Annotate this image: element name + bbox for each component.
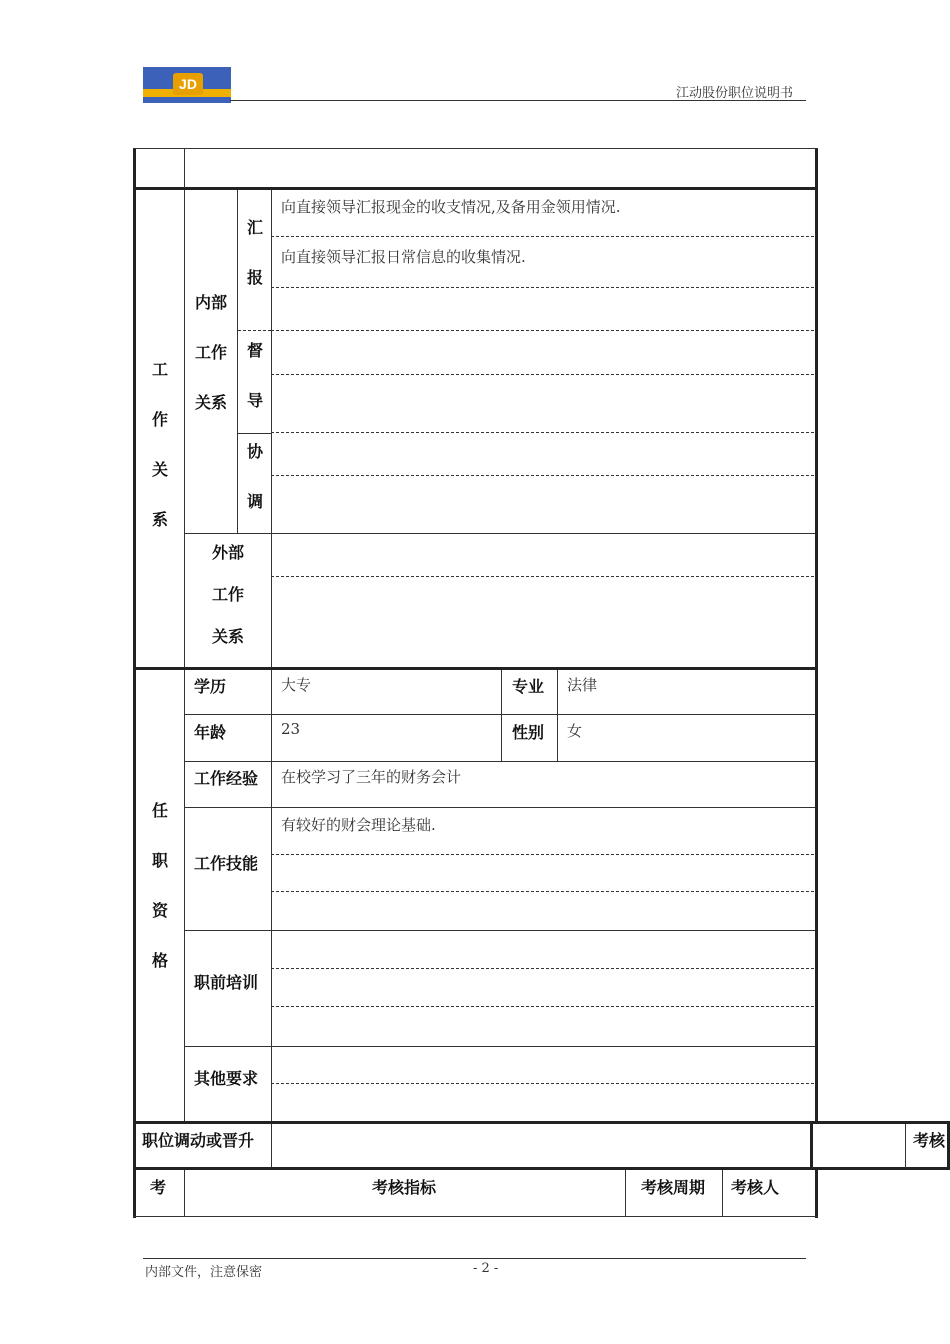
supervise-label: 督 导	[246, 341, 263, 410]
gender-value: 女	[567, 722, 583, 740]
assess-col-1	[184, 1170, 185, 1216]
table-left-border	[133, 148, 136, 1218]
internal-external-divider	[185, 533, 815, 534]
dash-12	[271, 1083, 814, 1084]
internal-relations-label: 内部 工作 关系	[194, 293, 227, 412]
dash-11	[271, 1006, 814, 1007]
training-label: 职前培训	[194, 973, 259, 992]
table-right-border-lower	[815, 1168, 818, 1218]
top-row-divider	[184, 148, 185, 188]
assess-col4-header: 考核人	[731, 1178, 780, 1197]
top-border	[133, 148, 818, 149]
other-label: 其他要求	[194, 1069, 259, 1088]
coordinate-label: 协 调	[246, 442, 263, 511]
assess-col1-header: 考	[150, 1178, 167, 1197]
education-label: 学历	[194, 677, 227, 696]
qualifications-label: 任 职 资 格	[151, 801, 168, 970]
report-line-1: 向直接领导汇报现金的收支情况,及备用金领用情况.	[281, 198, 621, 216]
section-divider-3	[133, 1121, 818, 1124]
skills-value: 有较好的财会理论基础.	[281, 816, 436, 834]
qual-col-divider-3	[501, 670, 502, 762]
dash-5	[271, 432, 814, 433]
row-divider-skills	[185, 930, 815, 931]
company-logo	[143, 67, 231, 103]
footer-rule	[143, 1258, 806, 1259]
education-value: 大专	[281, 676, 312, 694]
table-right-border	[815, 148, 818, 1124]
qual-col-divider-1	[184, 670, 185, 1123]
work-relations-label: 工 作 关 系	[151, 360, 168, 529]
assess-col-2	[625, 1170, 626, 1216]
section-divider-2	[133, 667, 818, 670]
row-divider-exp	[185, 807, 815, 808]
section-divider-4	[133, 1167, 818, 1170]
dash-2	[271, 287, 814, 288]
row-divider-training	[185, 1046, 815, 1047]
major-label: 专业	[512, 677, 545, 696]
promotion-label: 职位调动或晋升	[142, 1131, 255, 1150]
dash-9	[271, 891, 814, 892]
major-value: 法律	[567, 676, 598, 694]
external-relations-label: 外部 工作 关系	[211, 543, 244, 646]
qual-col-divider-4	[557, 670, 558, 762]
assess-col2-header: 考核指标	[372, 1178, 437, 1197]
assess-col-3	[722, 1170, 723, 1216]
report-line-2: 向直接领导汇报日常信息的收集情况.	[281, 248, 526, 266]
report-label: 汇 报	[246, 218, 263, 287]
age-label: 年龄	[194, 723, 227, 742]
dash-8	[271, 854, 814, 855]
skills-label: 工作技能	[194, 854, 259, 873]
document-title: 江动股份职位说明书	[676, 86, 794, 101]
row-divider-age	[185, 761, 815, 762]
logo-emblem: JD	[173, 73, 203, 95]
col-divider-3	[271, 190, 272, 668]
side-box-bottom	[815, 1167, 950, 1170]
dash-3	[271, 330, 814, 331]
promotion-right-border	[810, 1124, 813, 1168]
assess-col3-header: 考核周期	[641, 1178, 706, 1197]
row-divider-edu	[185, 714, 815, 715]
age-value: 23	[281, 720, 301, 738]
side-assessment-label: 考核	[913, 1131, 946, 1150]
side-box-divider	[905, 1124, 906, 1168]
dash-10	[271, 968, 814, 969]
assess-bottom	[133, 1216, 818, 1217]
gender-label: 性别	[512, 723, 545, 742]
footer-confidential: 内部文件，注意保密	[145, 1265, 263, 1280]
col-divider-2	[237, 190, 238, 533]
dash-1	[271, 236, 814, 237]
qual-col-divider-2	[271, 670, 272, 1123]
experience-label: 工作经验	[194, 769, 259, 788]
dash-6	[271, 475, 814, 476]
col-divider-1	[184, 190, 185, 668]
dash-4	[271, 374, 814, 375]
promotion-divider	[271, 1124, 272, 1168]
side-box-top	[815, 1121, 950, 1124]
dash-7	[271, 576, 814, 577]
section-divider-1	[133, 187, 818, 190]
footer-page-number: - 2 -	[473, 1261, 499, 1276]
experience-value: 在校学习了三年的财务会计	[281, 768, 462, 786]
